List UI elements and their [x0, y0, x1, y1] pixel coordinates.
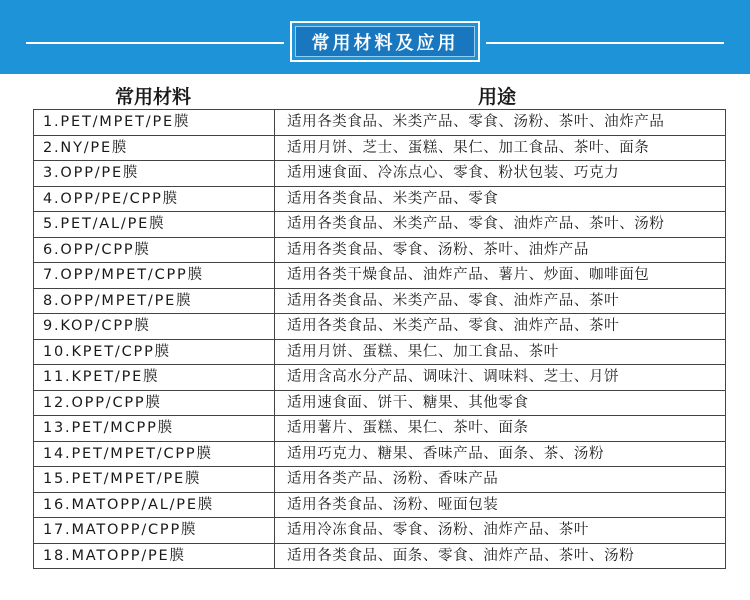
table-row — [34, 186, 726, 212]
material-cell: 17.MATOPP/CPP膜 — [34, 518, 275, 544]
usage-cell: 适用各类食品、面条、零食、油炸产品、茶叶、汤粉 — [275, 543, 726, 569]
usage-cell: 适用巧克力、糖果、香味产品、面条、茶、汤粉 — [275, 441, 726, 467]
material-cell: 5.PET/AL/PE膜 — [34, 212, 275, 238]
usage-cell: 适用各类食品、米类产品、零食、油炸产品、茶叶 — [275, 314, 726, 340]
material-cell: 14.PET/MPET/CPP膜 — [34, 441, 275, 467]
usage-cell: 适用各类食品、米类产品、零食、汤粉、茶叶、油炸产品 — [275, 110, 726, 136]
table-row — [34, 390, 726, 416]
table-header — [33, 82, 721, 108]
table-row — [34, 161, 726, 187]
usage-cell: 适用各类食品、汤粉、哑面包装 — [275, 492, 726, 518]
usage-cell: 适用冷冻食品、零食、汤粉、油炸产品、茶叶 — [275, 518, 726, 544]
table-row — [34, 288, 726, 314]
material-cell: 8.OPP/MPET/PE膜 — [34, 288, 275, 314]
title-banner — [0, 0, 750, 74]
table-row — [34, 314, 726, 340]
usage-cell: 适用月饼、蛋糕、果仁、加工食品、茶叶 — [275, 339, 726, 365]
table-row — [34, 110, 726, 136]
material-cell: 9.KOP/CPP膜 — [34, 314, 275, 340]
usage-cell: 适用含高水分产品、调味汁、调味料、芝士、月饼 — [275, 365, 726, 391]
table-row — [34, 543, 726, 569]
usage-cell: 适用各类产品、汤粉、香味产品 — [275, 467, 726, 493]
material-cell: 13.PET/MCPP膜 — [34, 416, 275, 442]
usage-cell: 适用速食面、冷冻点心、零食、粉状包装、巧克力 — [275, 161, 726, 187]
material-cell: 6.OPP/CPP膜 — [34, 237, 275, 263]
material-cell: 3.OPP/PE膜 — [34, 161, 275, 187]
table-row — [34, 492, 726, 518]
table-row — [34, 212, 726, 238]
usage-cell: 适用各类食品、米类产品、零食、油炸产品、茶叶、汤粉 — [275, 212, 726, 238]
table-row — [34, 416, 726, 442]
table-row — [34, 441, 726, 467]
material-cell: 12.OPP/CPP膜 — [34, 390, 275, 416]
title-badge — [290, 21, 480, 62]
usage-cell: 适用各类食品、零食、汤粉、茶叶、油炸产品 — [275, 237, 726, 263]
materials-table — [33, 109, 726, 569]
banner-left-rule — [26, 42, 284, 44]
material-cell: 10.KPET/CPP膜 — [34, 339, 275, 365]
material-cell: 2.NY/PE膜 — [34, 135, 275, 161]
table-row — [34, 135, 726, 161]
header-material: 常用材料 — [114, 86, 191, 108]
material-cell: 4.OPP/PE/CPP膜 — [34, 186, 275, 212]
material-cell: 1.PET/MPET/PE膜 — [34, 110, 275, 136]
page-title: 常用材料及应用 — [295, 26, 475, 57]
table-row — [34, 237, 726, 263]
table-row — [34, 365, 726, 391]
usage-cell: 适用薯片、蛋糕、果仁、茶叶、面条 — [275, 416, 726, 442]
header-usage: 用途 — [477, 86, 516, 108]
table-row — [34, 263, 726, 289]
usage-cell: 适用速食面、饼干、糖果、其他零食 — [275, 390, 726, 416]
material-cell: 7.OPP/MPET/CPP膜 — [34, 263, 275, 289]
material-cell: 11.KPET/PE膜 — [34, 365, 275, 391]
usage-cell: 适用月饼、芝士、蛋糕、果仁、加工食品、茶叶、面条 — [275, 135, 726, 161]
usage-cell: 适用各类食品、米类产品、零食、油炸产品、茶叶 — [275, 288, 726, 314]
table-row — [34, 467, 726, 493]
material-cell: 16.MATOPP/AL/PE膜 — [34, 492, 275, 518]
material-cell: 15.PET/MPET/PE膜 — [34, 467, 275, 493]
usage-cell: 适用各类食品、米类产品、零食 — [275, 186, 726, 212]
table-row — [34, 518, 726, 544]
usage-cell: 适用各类干燥食品、油炸产品、薯片、炒面、咖啡面包 — [275, 263, 726, 289]
banner-right-rule — [486, 42, 724, 44]
table-row — [34, 339, 726, 365]
material-cell: 18.MATOPP/PE膜 — [34, 543, 275, 569]
